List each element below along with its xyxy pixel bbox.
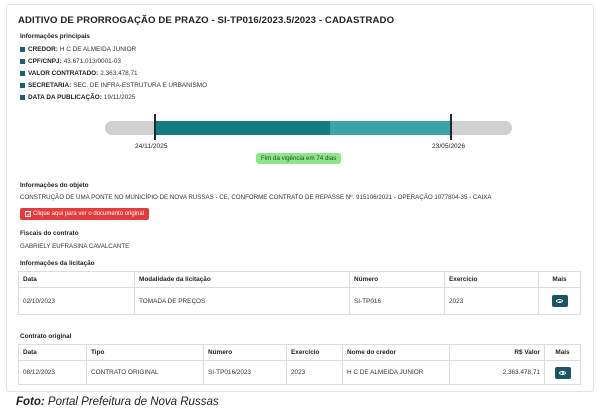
col-exercicio: Exercício <box>287 345 343 361</box>
caption-label: Foto: <box>16 396 45 408</box>
col-credor: Nome do credor <box>343 345 450 361</box>
info-key: SECRETARIA: <box>28 81 72 89</box>
cell-exercicio: 2023 <box>445 288 539 315</box>
fiscais-heading: Fiscais do contrato <box>20 230 79 237</box>
info-key: VALOR CONTRATADO: <box>28 69 99 77</box>
contrato-original-table <box>18 344 581 385</box>
col-data: Data <box>19 345 87 361</box>
col-tipo: Tipo <box>87 345 204 361</box>
cell-mais <box>545 361 581 385</box>
eye-icon <box>559 371 566 375</box>
view-contrato-button[interactable] <box>555 367 571 379</box>
licitacao-heading: Informações da licitação <box>20 260 95 267</box>
cell-numero: SI-TP016/2023 <box>204 361 287 385</box>
cell-data: 02/10/2023 <box>19 288 135 315</box>
table-header-row <box>19 345 581 361</box>
col-exercicio: Exercício <box>445 272 539 288</box>
square-bullet-icon <box>20 59 25 64</box>
table-header-row <box>19 272 581 288</box>
validity-status-badge: Fim da vigência em 74 dias <box>256 153 341 164</box>
col-mais: Mais <box>539 272 581 288</box>
validity-timeline-remaining <box>330 121 451 135</box>
eye-icon <box>556 299 563 303</box>
timeline-start-marker <box>154 114 156 140</box>
info-key: CPF/CNPJ: <box>28 57 62 65</box>
cell-exercicio: 2023 <box>287 361 343 385</box>
col-mais: Mais <box>545 345 581 361</box>
info-row-credor <box>20 44 136 54</box>
table-row <box>19 288 581 315</box>
cell-modalidade: TOMADA DE PREÇOS <box>135 288 350 315</box>
info-value: SEC. DE INFRA-ESTRUTURA E URBANISMO <box>73 81 208 89</box>
original-document-button[interactable] <box>20 208 149 220</box>
original-document-button-label: Clique aqui para ver o documento original <box>33 211 145 217</box>
square-bullet-icon <box>20 95 25 100</box>
info-row-data-publicacao <box>20 92 135 102</box>
timeline-end-date: 23/05/2026 <box>432 143 466 150</box>
square-bullet-icon <box>20 71 25 76</box>
info-value: 2.363.478,71 <box>100 69 138 77</box>
square-bullet-icon <box>20 47 25 52</box>
view-licitacao-button[interactable] <box>552 295 568 307</box>
info-key: CREDOR: <box>28 45 58 53</box>
cell-numero: SI-TP016 <box>350 288 445 315</box>
fiscal-name: GABRIELY EUFRASINA CAVALCANTE <box>20 243 130 250</box>
external-document-icon <box>25 211 31 217</box>
info-value: 19/11/2025 <box>103 93 136 101</box>
info-value: H C DE ALMEIDA JUNIOR <box>59 45 137 53</box>
table-row <box>19 361 581 385</box>
cell-valor: 2.363.478,71 <box>450 361 545 385</box>
cell-data: 08/12/2023 <box>19 361 87 385</box>
info-value: 43.671.013/0001-03 <box>63 57 121 65</box>
col-data: Data <box>19 272 135 288</box>
info-row-secretaria <box>20 80 207 90</box>
square-bullet-icon <box>20 83 25 88</box>
cell-tipo: CONTRATO ORIGINAL <box>87 361 204 385</box>
cell-credor: H C DE ALMEIDA JUNIOR <box>343 361 450 385</box>
contrato-original-heading: Contrato original <box>20 333 72 340</box>
timeline-start-date: 24/11/2025 <box>135 143 168 150</box>
info-row-valor <box>20 68 138 78</box>
main-info-heading: Informações principais <box>20 33 90 40</box>
object-description: CONSTRUÇÃO DE UMA PONTE NO MUNICÍPIO DE NOVA RUSSAS - CE, CONFORME CONTRATO DE REPASSE Nº. 915106/2021 - OPERAÇÃO 1077804-35 - CAIXA <box>20 194 492 201</box>
col-modalidade: Modalidade da licitação <box>135 272 350 288</box>
col-numero: Número <box>350 272 445 288</box>
info-key: DATA DA PUBLICAÇÃO: <box>28 93 102 101</box>
col-numero: Número <box>204 345 287 361</box>
timeline-end-marker <box>450 114 452 140</box>
caption-text: Portal Prefeitura de Nova Russas <box>44 396 219 408</box>
page-title: ADITIVO DE PRORROGAÇÃO DE PRAZO - SI-TP016/2023.5/2023 - CADASTRADO <box>18 15 395 26</box>
validity-timeline-elapsed <box>155 121 330 135</box>
licitacao-table <box>18 271 581 315</box>
photo-caption <box>16 396 219 408</box>
info-row-cpf-cnpj <box>20 56 121 66</box>
object-info-heading: Informações do objeto <box>20 182 89 189</box>
cell-mais <box>539 288 581 315</box>
col-valor: R$ Valor <box>450 345 545 361</box>
